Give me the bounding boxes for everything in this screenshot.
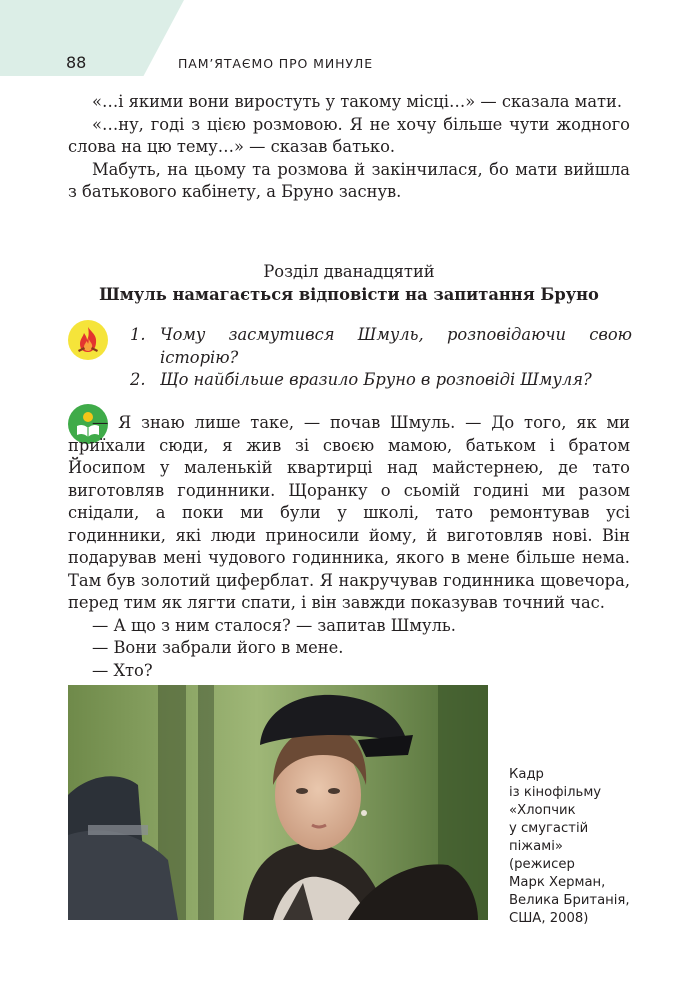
intro-text	[68, 91, 630, 204]
paragraph: — Вони забрали його в мене.	[92, 638, 344, 657]
paragraph: — А що з ним сталося? — запитав Шмуль.	[92, 615, 456, 635]
running-head: ПАМ’ЯТАЄМО ПРО МИНУЛЕ	[178, 56, 374, 71]
story-text	[68, 412, 630, 682]
caption-line: із кінофільму	[509, 785, 602, 800]
caption-line: піжамі»	[509, 839, 563, 854]
fire-icon	[68, 320, 108, 360]
paragraph: «…ну, годі з цією розмовою. Я не хочу більше чути жодного слова на цю тему…» — сказав батько.	[68, 114, 630, 156]
caption-line: США, 2008)	[509, 911, 589, 926]
question-number: 2.	[130, 370, 146, 389]
paragraph: «…і якими вони виростуть у такому місці…» — сказала мати.	[92, 92, 623, 111]
question-text: Чому засмутився Шмуль, розповідаючи свою історію?	[160, 325, 632, 367]
paragraph: — Я знаю лише таке, — почав Шмуль. — До того, як ми приїхали сюди, я жив зі своєю мамою, батьком і братом Йосипом у маленькій квартирці над майстернею, де тато виготовляв годинники. Щоранку о сьомій годині ми разом снідали, а поки ми були у школі, тато ремонтував усі годинники, які люди приносили йому, й виготовляв нові. Він подарував мені чудового годинника, якого в мене більше нема. Там був золотий циферблат. Я накручував годинника щовечора, перед тим як лягти спати, і він завжди показував точний час.	[68, 413, 630, 612]
photo-caption	[509, 766, 659, 928]
caption-line: «Хлопчик	[509, 803, 576, 818]
caption-line: Марк Херман,	[509, 875, 606, 890]
caption-line: Велика Британія,	[509, 893, 630, 908]
corner-decoration	[0, 0, 184, 76]
caption-line: (режисер	[509, 857, 575, 872]
question-item	[130, 324, 632, 369]
questions-list	[130, 324, 632, 392]
chapter-number-title: Розділ дванадцятий	[263, 262, 435, 281]
question-text: Що найбільше вразило Бруно в розповіді Шмуля?	[160, 370, 592, 389]
question-item	[130, 369, 632, 392]
question-number: 1.	[130, 325, 146, 344]
caption-line: Кадр	[509, 767, 544, 782]
page-number: 88	[66, 53, 87, 72]
film-still-photo	[68, 685, 488, 920]
caption-line: у смугастій	[509, 821, 589, 836]
chapter-title: Шмуль намагається відповісти на запитання Бруно	[99, 285, 599, 304]
paragraph: — Хто?	[92, 660, 153, 680]
paragraph: Мабуть, на цьому та розмова й закінчилася, бо мати вийшла з батькового кабінету, а Бруно заснув.	[68, 159, 630, 201]
